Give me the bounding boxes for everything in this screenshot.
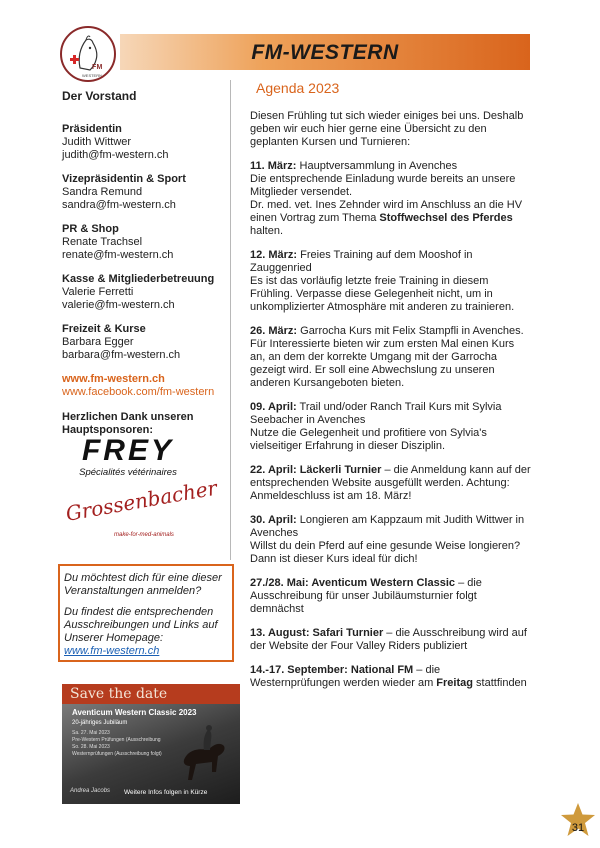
poster-line: Pre-Western Prüfungen (Ausschreibung [72,737,161,743]
member-role: PR & Shop [62,223,119,235]
entry-date: 09. April: [250,401,297,413]
agenda-entry [250,577,532,616]
sponsor-grossenbacher [63,475,219,548]
entry-text: Dr. med. vet. Ines Zehnder wird im Anschluss an die HV einen Vortrag zum Thema [250,199,523,224]
member-role: Kasse & Mitgliederbetreuung [62,273,215,285]
callout-text [64,606,228,658]
poster-footer: Weitere Infos folgen in Kürze [124,789,208,796]
sponsor-frey [76,436,180,482]
agenda-list [250,110,532,701]
member-email[interactable]: sandra@fm-western.ch [62,199,176,211]
logo-text: FM [92,64,103,71]
entry-text: – die Westernprüfungen werden wieder am [250,664,441,689]
entry-text: Für Interessierte bieten wir zum ersten Mal einen Kurs an, an dem der korrekte Umgang mit der Garrocha gezeigt wird. Er soll eine Abwechslung zu unseren anderen Kursangeboten bieten. [250,338,515,389]
entry-title: Trail und/oder Ranch Trail Kurs mit Sylvia Seebacher in Avenches [250,401,502,426]
agenda-entry [250,325,532,390]
page-title: FM-WESTERN [251,41,399,64]
agenda-entry [250,627,532,653]
agenda-title: Agenda 2023 [256,80,340,96]
board-member [62,173,232,212]
poster-signature: Andrea Jacobs [70,788,111,794]
logo-subtext: WESTERN [82,73,102,78]
entry-title: Hauptversammlung in Avenches [296,160,458,172]
entry-text: Nutze die Gelegenheit und profitiere von Sylvia's vielseitiger Erfahrung in dieser Disziplin. [250,427,487,452]
agenda-intro: Diesen Frühling tut sich wieder einiges bei uns. Deshalb geben wir euch hier gerne eine Übersicht zu den geplanten Kursen und Turnieren: [250,110,524,148]
entry-highlight: Freitag [436,677,473,689]
callout-text-2: Du findest die entsprechenden Ausschreibungen und Links auf Unserer Homepage: [64,606,218,644]
save-the-date-poster [62,684,240,804]
entry-title: Freies Training auf dem Mooshof in Zauggenried [250,249,473,274]
member-role: Präsidentin [62,123,122,135]
poster-line: Sa. 27. Mai 2023 [72,730,110,736]
entry-highlight: Stoffwechsel des Pferdes [379,212,513,224]
header-bar [120,34,530,70]
callout-text: Du möchtest dich für eine dieser Veranstaltungen anmelden? [64,572,222,597]
agenda-entry [250,664,532,690]
page-number: 31 [571,822,585,834]
entry-date: 13. August: Safari Turnier [250,627,384,639]
entry-title: Garrocha Kurs mit Felix Stampfli in Avenches. [297,325,524,337]
poster-line: Westernprüfungen (Ausschreibung folgt) [72,751,162,757]
entry-text: stattfinden [472,677,527,689]
agenda-entry [250,249,532,314]
entry-date: 12. März: [250,249,298,261]
entry-text: Willst du dein Pferd auf eine gesunde Weise longieren? Dann ist dieser Kurs ideal für dich! [250,540,521,565]
agenda-entry [250,514,532,566]
club-logo [60,26,116,82]
member-name: Judith Wittwer [62,136,132,148]
agenda-entry [250,464,532,503]
entry-text: halten. [250,225,284,237]
entry-date: 27./28. Mai: Aventicum Western Classic [250,577,456,589]
entry-date: 11. März: [250,160,297,172]
poster-line: So. 28. Mai 2023 [72,744,110,750]
board-member [62,273,232,312]
registration-callout [58,564,234,662]
sidebar [62,90,232,437]
member-email[interactable]: valerie@fm-western.ch [62,299,175,311]
entry-title: Longieren am Kappzaum mit Judith Wittwer in Avenches [250,514,525,539]
member-email[interactable]: judith@fm-western.ch [62,149,169,161]
member-role: Vizepräsidentin & Sport [62,173,186,185]
member-name: Valerie Ferretti [62,286,134,298]
poster-save-the-date: Save the date [70,686,168,702]
entry-text: Die entsprechende Einladung wurde bereits an unsere Mitglieder versendet. [250,173,516,198]
member-name: Barbara Egger [62,336,134,348]
member-name: Sandra Remund [62,186,143,198]
sponsors-heading: Herzlichen Dank unseren Hauptsponsoren: [62,411,194,436]
horse-rider-icon [174,720,234,792]
poster-subtitle: 20-jähriges Jubiläum [72,720,128,726]
entry-date: 14.-17. September: National FM [250,664,414,676]
member-name: Renate Trachsel [62,236,143,248]
entry-text: – die Anmeldung kann auf der entsprechenden Website ausgefüllt werden. Achtung: Anmeldeschluss ist am 18. März! [250,464,531,502]
entry-date: 30. April: [250,514,297,526]
entry-text: Es ist das vorläufig letzte freie Training in diesem Frühling. Verpasse diese Gelegenheit nicht, um in unkomplizierter Atmosphäre mit anderen zu trainieren. [250,275,515,313]
frey-subtitle: Spécialités vétérinaires [79,467,177,478]
frey-logo-text: FREY [81,434,174,467]
agenda-entry [250,401,532,453]
board-member [62,123,232,162]
agenda-entry [250,160,532,238]
member-role: Freizeit & Kurse [62,323,146,335]
member-email[interactable]: barbara@fm-western.ch [62,349,181,361]
homepage-link[interactable]: www.fm-western.ch [64,645,160,657]
entry-text: – die Ausschreibung für unser Jubiläumsturnier folgt demnächst [250,577,482,615]
entry-date: 26. März: [250,325,298,337]
poster-title: Aventicum Western Classic 2023 [72,708,197,717]
entry-text: – die Ausschreibung wird auf der Website der Four Valley Riders publiziert [250,627,527,652]
grossenbacher-logo-text: Grossenbacher [63,475,219,526]
website-link[interactable]: www.fm-western.ch [62,373,165,385]
grossenbacher-subtitle: make-for-med-animals [114,532,174,538]
member-email[interactable]: renate@fm-western.ch [62,249,174,261]
facebook-link[interactable]: www.facebook.com/fm-western [62,386,215,398]
entry-date: 22. April: Läckerli Turnier [250,464,382,476]
board-member [62,223,232,262]
board-heading: Der Vorstand [62,89,137,103]
board-member [62,323,232,362]
